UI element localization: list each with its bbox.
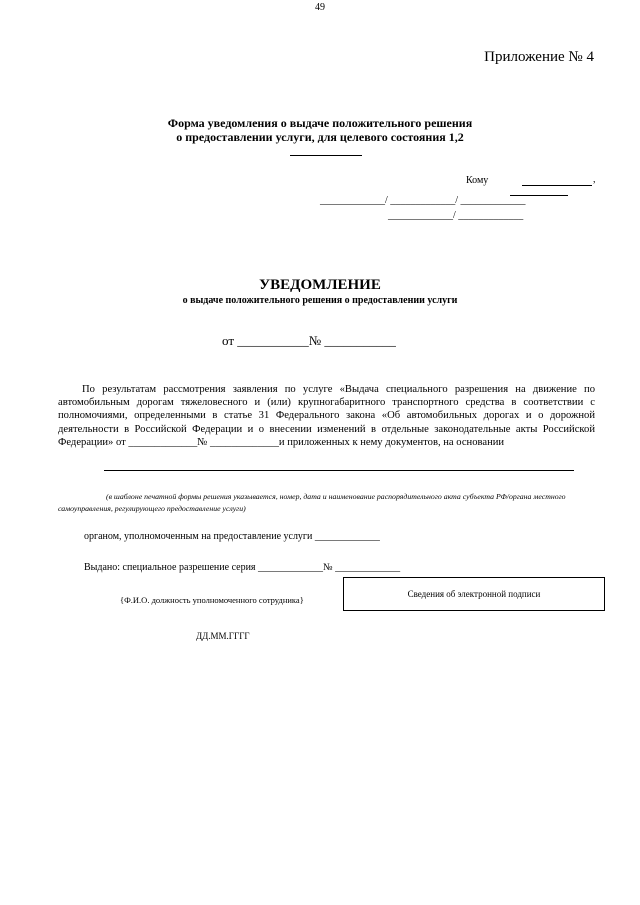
body-paragraph: [58, 383, 595, 449]
recipient-comma: ,: [593, 174, 596, 185]
page-number: 49: [315, 2, 325, 13]
document-subheading: о выдаче положительного решения о предоставлении услуги: [182, 295, 458, 306]
document-heading: УВЕДОМЛЕНИЕ: [259, 277, 381, 293]
appendix-label: Приложение № 4: [484, 49, 594, 65]
e-signature-box: [343, 577, 605, 611]
form-title: [100, 116, 540, 144]
signatory-caption: {Ф.И.О. должность уполномоченного сотрудника}: [120, 595, 304, 605]
authority-line: органом, уполномоченным на предоставление услуги _____________: [84, 531, 380, 542]
recipient-label: Кому: [466, 175, 489, 186]
body-paragraph-text: По результатам рассмотрения заявления по услуге «Выдача специального разрешения на движение по автомобильным дорогам тяжеловесного и (или) крупногабаритного транспортного средства в соответствии с полномочиями, определенными в статье 31 Федерального закона «Об автомобильных дорогах и о дорожной деятельности в Российской Федерации и о внесении изменений в отдельные законодательные акты Российской Федерации» от _____________№ _____________и приложенных к нему документов, на основании: [58, 384, 595, 448]
basis-blank-line: [104, 470, 574, 471]
e-signature-text: Сведения об электронной подписи: [407, 589, 541, 599]
issued-permit-line: Выдано: специальное разрешение серия _____________№ _____________: [84, 562, 401, 573]
form-title-line-2: о предоставлении услуги, для целевого состояния 1,2: [176, 130, 464, 144]
form-title-line-1: Форма уведомления о выдаче положительного решения: [167, 116, 473, 130]
template-note: [58, 491, 595, 515]
title-underline: [290, 155, 362, 156]
recipient-row-3: _____________/ _____________/ _____________: [320, 195, 526, 206]
date-format: ДД.ММ.ГГГГ: [196, 631, 250, 641]
date-number-row: от ___________№ ___________: [222, 333, 396, 348]
recipient-blank: [522, 175, 592, 186]
recipient-row-4: _____________/ _____________: [388, 210, 524, 221]
template-note-text: (в шаблоне печатной формы решения указывается, номер, дата и наименование распорядительного акта субъекта РФ/органа местного самоуправления, регулирующего предоставление услуги): [58, 492, 566, 513]
